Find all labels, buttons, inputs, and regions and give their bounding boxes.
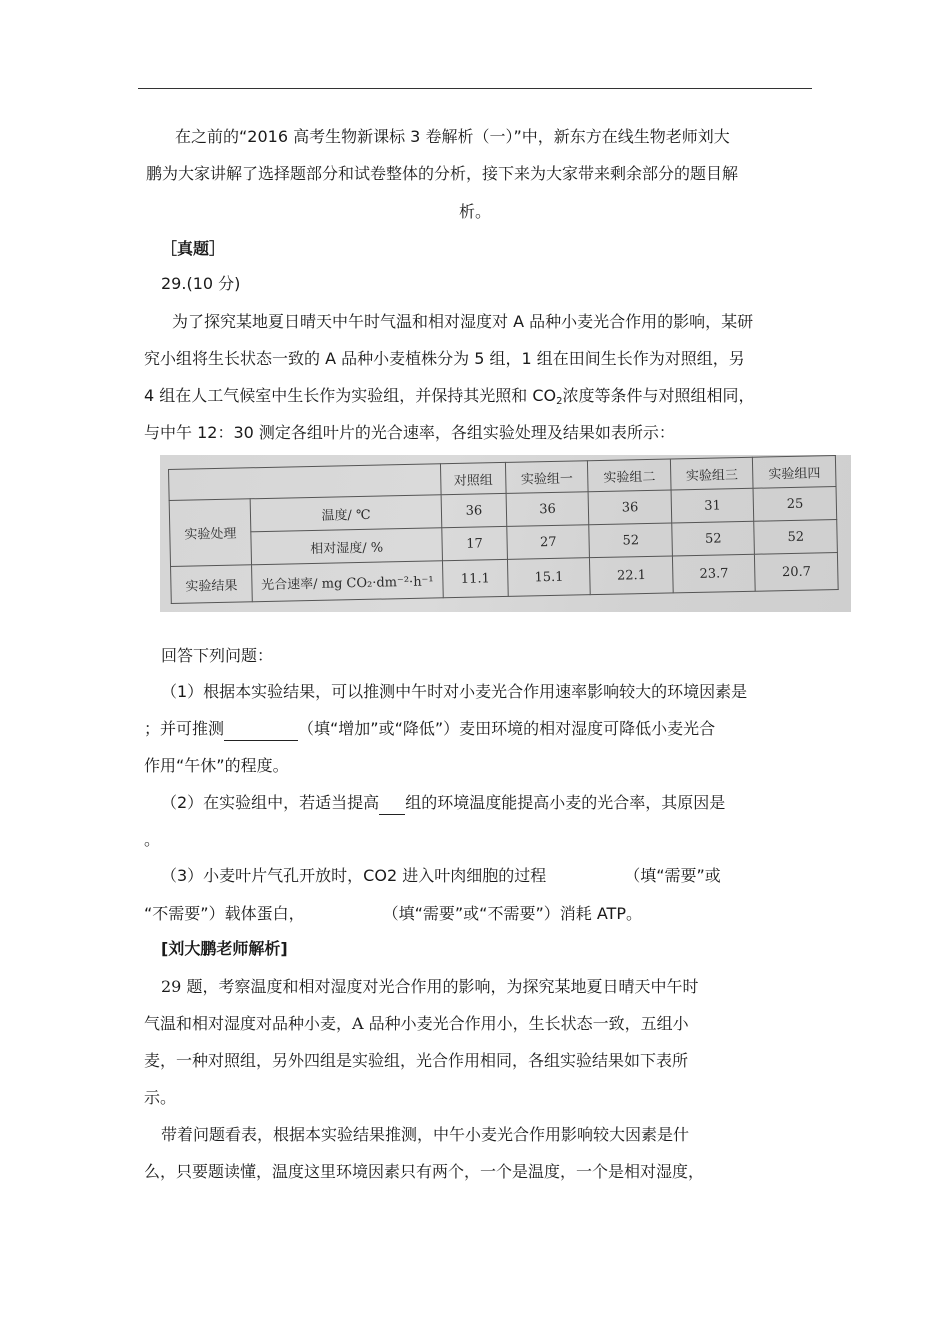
sub-question-1-line-2: [144, 718, 715, 741]
answer-blank: [379, 792, 405, 815]
column-header: 实验组一: [505, 461, 588, 494]
header-rule: [138, 88, 812, 89]
analysis-p1-line-2: 气温和相对湿度对品种小麦，A 品种小麦光合作用小，生长状态一致，五组小: [144, 1014, 689, 1033]
table-cell: 27: [507, 525, 590, 560]
treatment-group-label: 实验处理: [169, 499, 251, 567]
column-header: 实验组二: [588, 459, 671, 492]
analysis-p1-line-1: 29 题，考察温度和相对湿度对光合作用的影响，为探究某地夏日晴天中午时: [161, 977, 699, 996]
table-cell: 52: [589, 523, 672, 558]
column-header: 实验组三: [670, 457, 753, 490]
intro-line-2: 鹏为大家讲解了选择题部分和试卷整体的分析，接下来为大家带来剩余部分的题目解: [146, 164, 739, 183]
table-cell: 17: [442, 526, 508, 560]
sub-q1-text-tail: （填“增加”或“降低”）麦田环境的相对湿度可降低小麦光合: [298, 719, 716, 738]
question-stem-line-1: 为了探究某地夏日晴天中午时气温和相对湿度对 A 品种小麦光合作用的影响，某研: [172, 312, 754, 331]
answer-blank: [224, 718, 298, 741]
table-cell: 52: [754, 520, 837, 555]
sub-q2-text-tail: 组的环境温度能提高小麦的光合率，其原因是: [405, 793, 726, 812]
table-photo: [160, 455, 851, 612]
table-cell: 20.7: [755, 552, 838, 591]
sub-q3-text: （3）小麦叶片气孔开放时，CO2 进入叶肉细胞的过程: [161, 866, 547, 885]
question-stem-line-2: 究小组将生长状态一致的 A 品种小麦植株分为 5 组，1 组在田间生长作为对照组，另: [144, 349, 745, 368]
table-cell: 11.1: [442, 559, 508, 597]
co2-subscript: 2: [556, 396, 563, 407]
sub-question-1-line-1: （1）根据本实验结果，可以推测中午时对小麦光合作用速率影响较大的环境因素是: [161, 682, 748, 701]
sub-question-2-line-1: [161, 792, 725, 815]
sub-question-1-line-3: 作用“午休”的程度。: [144, 756, 289, 775]
table-cell: 25: [754, 487, 837, 522]
row-label-humidity: 相对湿度/ %: [251, 528, 443, 565]
intro-line-3: 析。: [459, 202, 492, 221]
sub-q2-text: （2）在实验组中，若适当提高: [161, 793, 380, 812]
result-group-label: 实验结果: [171, 565, 253, 604]
column-header: 对照组: [440, 462, 506, 494]
analysis-heading: [刘大鹏老师解析]: [161, 939, 288, 958]
table-cell: 36: [441, 493, 507, 527]
table-cell: 22.1: [590, 556, 673, 595]
table-cell: 52: [672, 521, 755, 556]
sub-q3-text-tail: （填“需要”或: [624, 866, 721, 885]
sub-q3-text-2: “不需要”）载体蛋白，: [144, 904, 305, 923]
table-cell: 23.7: [672, 554, 755, 593]
table-cell: 36: [506, 492, 589, 527]
question-stem-line-4: 与中午 12：30 测定各组叶片的光合速率，各组实验处理及结果如表所示：: [144, 423, 675, 442]
analysis-p1-line-3: 麦，一种对照组，另外四组是实验组，光合作用相同，各组实验结果如下表所: [144, 1051, 689, 1070]
row-label-temperature: 温度/ ℃: [250, 495, 442, 532]
intro-line-1: 在之前的“2016 高考生物新课标 3 卷解析（一）”中，新东方在线生物老师刘大: [175, 127, 730, 146]
sub-q3-text-2-tail: （填“需要”或“不需要”）消耗 ATP。: [382, 904, 642, 923]
results-table: [168, 455, 839, 604]
section-heading: ［真题］: [161, 239, 226, 258]
column-header: 实验组四: [753, 456, 836, 489]
stem-line-3-text: 4 组在人工气候室中生长作为实验组，并保持其光照和 CO: [144, 386, 557, 405]
question-number: 29.(10 分): [161, 274, 241, 293]
question-stem-line-3: [144, 385, 755, 413]
sub-q1-text: ；并可推测: [144, 719, 225, 738]
table-cell: 36: [589, 490, 672, 525]
table-cell: 31: [671, 488, 754, 523]
analysis-p2-line-2: 么，只要题读懂，温度这里环境因素只有两个，一个是温度，一个是相对湿度，: [144, 1162, 705, 1181]
stem-line-3-tail: 浓度等条件与对照组相同，: [562, 386, 755, 405]
table-cell: 15.1: [507, 558, 590, 597]
row-label-rate: 光合速率/ mg CO₂·dm⁻²·h⁻¹: [252, 561, 444, 602]
answer-prompt: 回答下列问题：: [161, 646, 274, 665]
sub-question-3-line-2: [144, 903, 642, 925]
sub-question-3-line-1: [161, 865, 721, 887]
sub-question-2-line-2: 。: [144, 830, 161, 849]
analysis-p1-line-4: 示。: [144, 1088, 177, 1107]
analysis-p2-line-1: 带着问题看表，根据本实验结果推测，中午小麦光合作用影响较大因素是什: [161, 1125, 690, 1144]
